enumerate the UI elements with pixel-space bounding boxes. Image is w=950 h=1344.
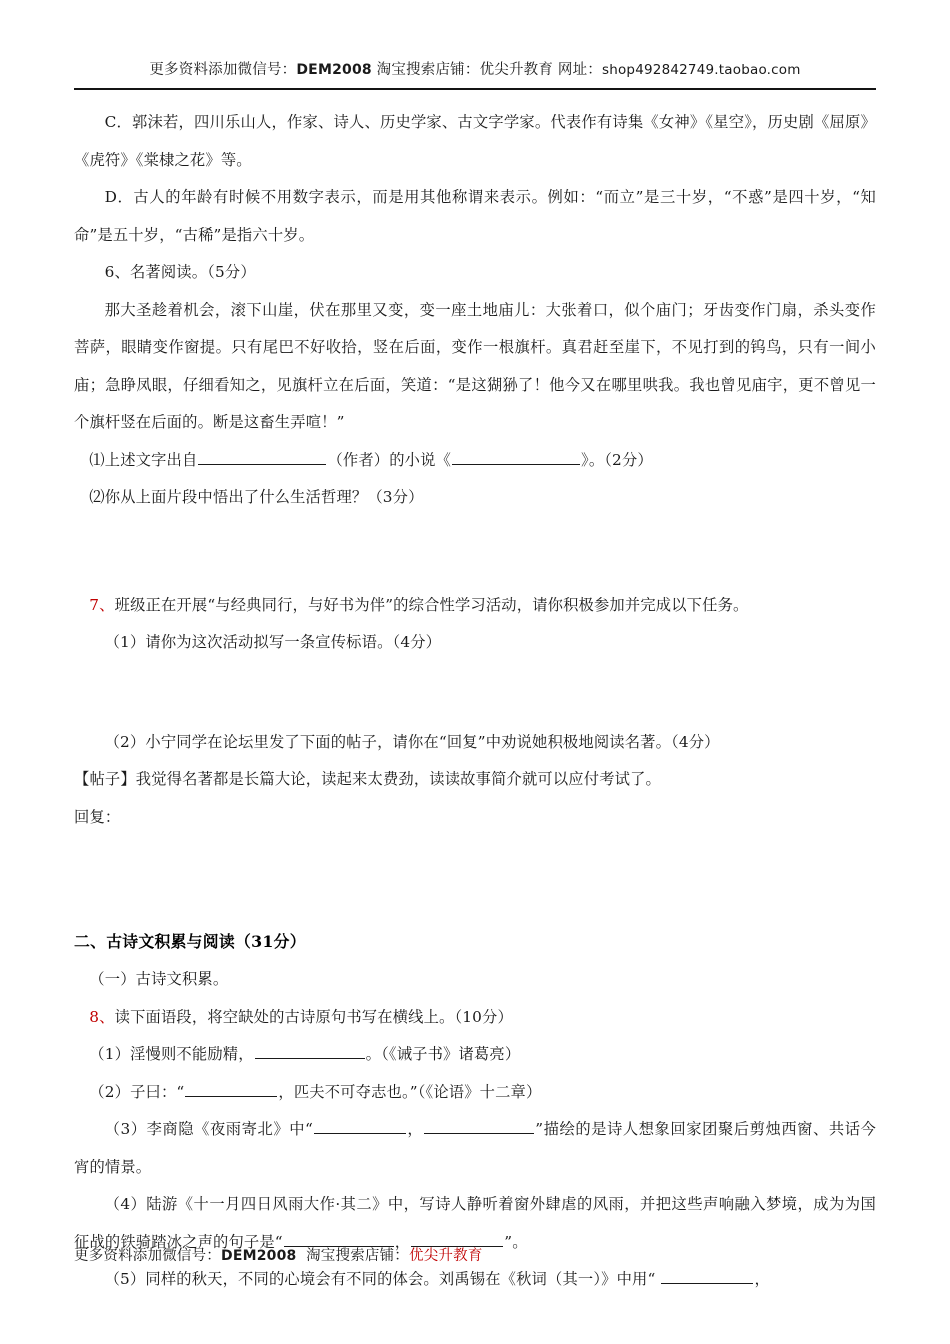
header-prefix: 更多资料添加微信号： bbox=[149, 62, 297, 78]
item-5-pre: 同样的秋天，不同的心境会有不同的体会。刘禹锡在《秋词（其一）》中用“ bbox=[145, 1270, 656, 1288]
page-footer bbox=[74, 1244, 876, 1265]
question-8-heading bbox=[74, 999, 876, 1037]
item-4-label: （4） bbox=[104, 1195, 147, 1213]
option-c-label: C． bbox=[104, 113, 132, 131]
post-label: 【帖子】 bbox=[74, 770, 136, 788]
answer-blank-8-5a[interactable] bbox=[661, 1268, 753, 1284]
post-text: 我觉得名著都是长篇大论，读起来太费劲，读读故事简介就可以应付考试了。 bbox=[135, 770, 661, 788]
question-8-item-1 bbox=[74, 1036, 876, 1074]
item-1-pre: 淫慢则不能励精， bbox=[130, 1045, 254, 1063]
answer-space-6-2 bbox=[74, 517, 876, 587]
question-6-title: 名著阅读。 bbox=[129, 263, 208, 281]
footer-shop-name: 优尖升教育 bbox=[409, 1248, 483, 1264]
question-7-sub2: （2）小宁同学在论坛里发了下面的帖子，请你在“回复”中劝说她积极地阅读名著。（4分） bbox=[104, 732, 720, 751]
footer-prefix: 更多资料添加微信号： bbox=[74, 1248, 221, 1264]
header-url-label: 网址： bbox=[557, 62, 602, 78]
page-content bbox=[74, 104, 876, 1299]
header-url: shop492842749.taobao.com bbox=[601, 62, 801, 78]
question-7 bbox=[74, 587, 876, 625]
item-2-label: （2） bbox=[89, 1082, 131, 1101]
page-header bbox=[0, 58, 950, 96]
option-c bbox=[74, 104, 876, 179]
question-7-sub1: （1）请你为这次活动拟写一条宣传标语。（4分） bbox=[104, 633, 442, 651]
question-6-passage: 那大圣趁着机会，滚下山崖，伏在那里又变，变一座土地庙儿：大张着口，似个庙门；牙齿变作门扇，杀头变作菩萨，眼睛变作窗提。只有尾巴不好收拾，竖在后面，变作一根旗杆。真君赶至崖下，不见打到的钨鸟，只有一间小庙；急睁凤眼，仔细看知之，见旗杆立在后面，笑道：“是这猢狲了！他今又在哪里哄我。我也曾见庙宇，更不曾见一个旗杆竖在后面的。断是这畜生弄喧！” bbox=[74, 300, 876, 431]
footer-shop-label: 淘宝搜索店铺： bbox=[306, 1248, 410, 1264]
answer-blank-8-3a[interactable] bbox=[314, 1118, 406, 1134]
answer-blank-novel-title[interactable] bbox=[452, 449, 580, 465]
answer-space-7-2-extra bbox=[74, 906, 876, 923]
item-4-pre: 陆游《十一月四日风雨大作·其二》中，写诗人静听着窗外肆虐的风雨，并把这些声响融入梦境，成为为国征战的铁骑踏冰之声的句子是“ bbox=[74, 1195, 876, 1251]
item-4-mid: ， bbox=[394, 1232, 411, 1251]
question-7-reply-label: 回复： bbox=[74, 807, 121, 826]
item-3-post: ”描绘的是诗人想象回家团聚后剪烛西窗、共话今宵的情景。 bbox=[74, 1120, 876, 1176]
item-4-post: ”。 bbox=[504, 1232, 528, 1251]
answer-space-7-2 bbox=[74, 836, 876, 906]
item-3-pre: 李商隐《夜雨寄北》中“ bbox=[146, 1120, 314, 1138]
option-d-text: 古人的年龄有时候不用数字表示，而是用其他称谓来表示。例如：“而立”是三十岁，“不惑”是四十岁，“知命”是五十岁，“古稀”是指六十岁。 bbox=[74, 188, 876, 244]
option-d bbox=[74, 179, 876, 254]
question-8-item-2 bbox=[74, 1074, 876, 1112]
item-3-label: （3） bbox=[104, 1120, 147, 1138]
section-2-heading: 二、古诗文积累与阅读（31分） bbox=[74, 932, 306, 951]
footer-wechat-code: DEM2008 bbox=[221, 1248, 297, 1264]
item-5-post: ， bbox=[754, 1270, 770, 1288]
question-8-item-5 bbox=[74, 1261, 876, 1299]
header-divider bbox=[74, 88, 876, 90]
answer-space-7-1 bbox=[74, 662, 876, 724]
option-c-text: 郭沫若，四川乐山人，作家、诗人、历史学家、古文字学家。代表作有诗集《女神》《星空》，历史剧《屈原》《虎符》《棠棣之花》等。 bbox=[74, 113, 876, 169]
question-7-post bbox=[74, 761, 876, 799]
question-8-item-3 bbox=[74, 1111, 876, 1186]
question-6-score: （5分） bbox=[207, 263, 256, 281]
item-1-label: （1） bbox=[89, 1045, 131, 1063]
item-1-post: 。（《诫子书》诸葛亮） bbox=[365, 1045, 521, 1063]
question-6-sub2: ⑵你从上面片段中悟出了什么生活哲理？（3分） bbox=[89, 488, 424, 506]
item-3-mid: ， bbox=[407, 1120, 424, 1138]
question-6-sub1-mid: （作者）的小说《 bbox=[327, 450, 452, 469]
item-2-post: ，匹夫不可夺志也。”（《论语》十二章） bbox=[278, 1082, 542, 1101]
question-6-sub1-pre: ⑴上述文字出自 bbox=[89, 450, 198, 469]
question-8-text: 读下面语段，将空缺处的古诗原句书写在横线上。（10分） bbox=[114, 1007, 513, 1026]
item-2-pre: 子曰：“ bbox=[130, 1082, 185, 1101]
question-8-number: 8、 bbox=[89, 1007, 115, 1026]
question-7-number: 7、 bbox=[89, 595, 115, 614]
header-shop-name: 优尖升教育 bbox=[479, 62, 554, 78]
answer-blank-8-2[interactable] bbox=[185, 1081, 277, 1097]
option-d-label: D． bbox=[104, 188, 134, 206]
section-2-subheading: （一）古诗文积累。 bbox=[89, 970, 229, 988]
question-7-text: 班级正在开展“与经典同行，与好书为伴”的综合性学习活动，请你积极参加并完成以下任务。 bbox=[114, 595, 749, 614]
question-6-sub1-post: 》。（2分） bbox=[581, 450, 653, 469]
question-6-heading bbox=[74, 254, 876, 292]
answer-blank-8-1[interactable] bbox=[255, 1043, 365, 1059]
question-6-sub1 bbox=[74, 442, 876, 480]
question-6-number: 6、 bbox=[104, 263, 130, 281]
header-shop-label: 淘宝搜索店铺： bbox=[376, 62, 480, 78]
header-wechat-code: DEM2008 bbox=[296, 62, 372, 78]
header-watermark-text bbox=[0, 58, 950, 79]
item-5-label: （5） bbox=[104, 1270, 146, 1288]
answer-blank-8-3b[interactable] bbox=[424, 1118, 534, 1134]
answer-blank-author[interactable] bbox=[198, 449, 326, 465]
